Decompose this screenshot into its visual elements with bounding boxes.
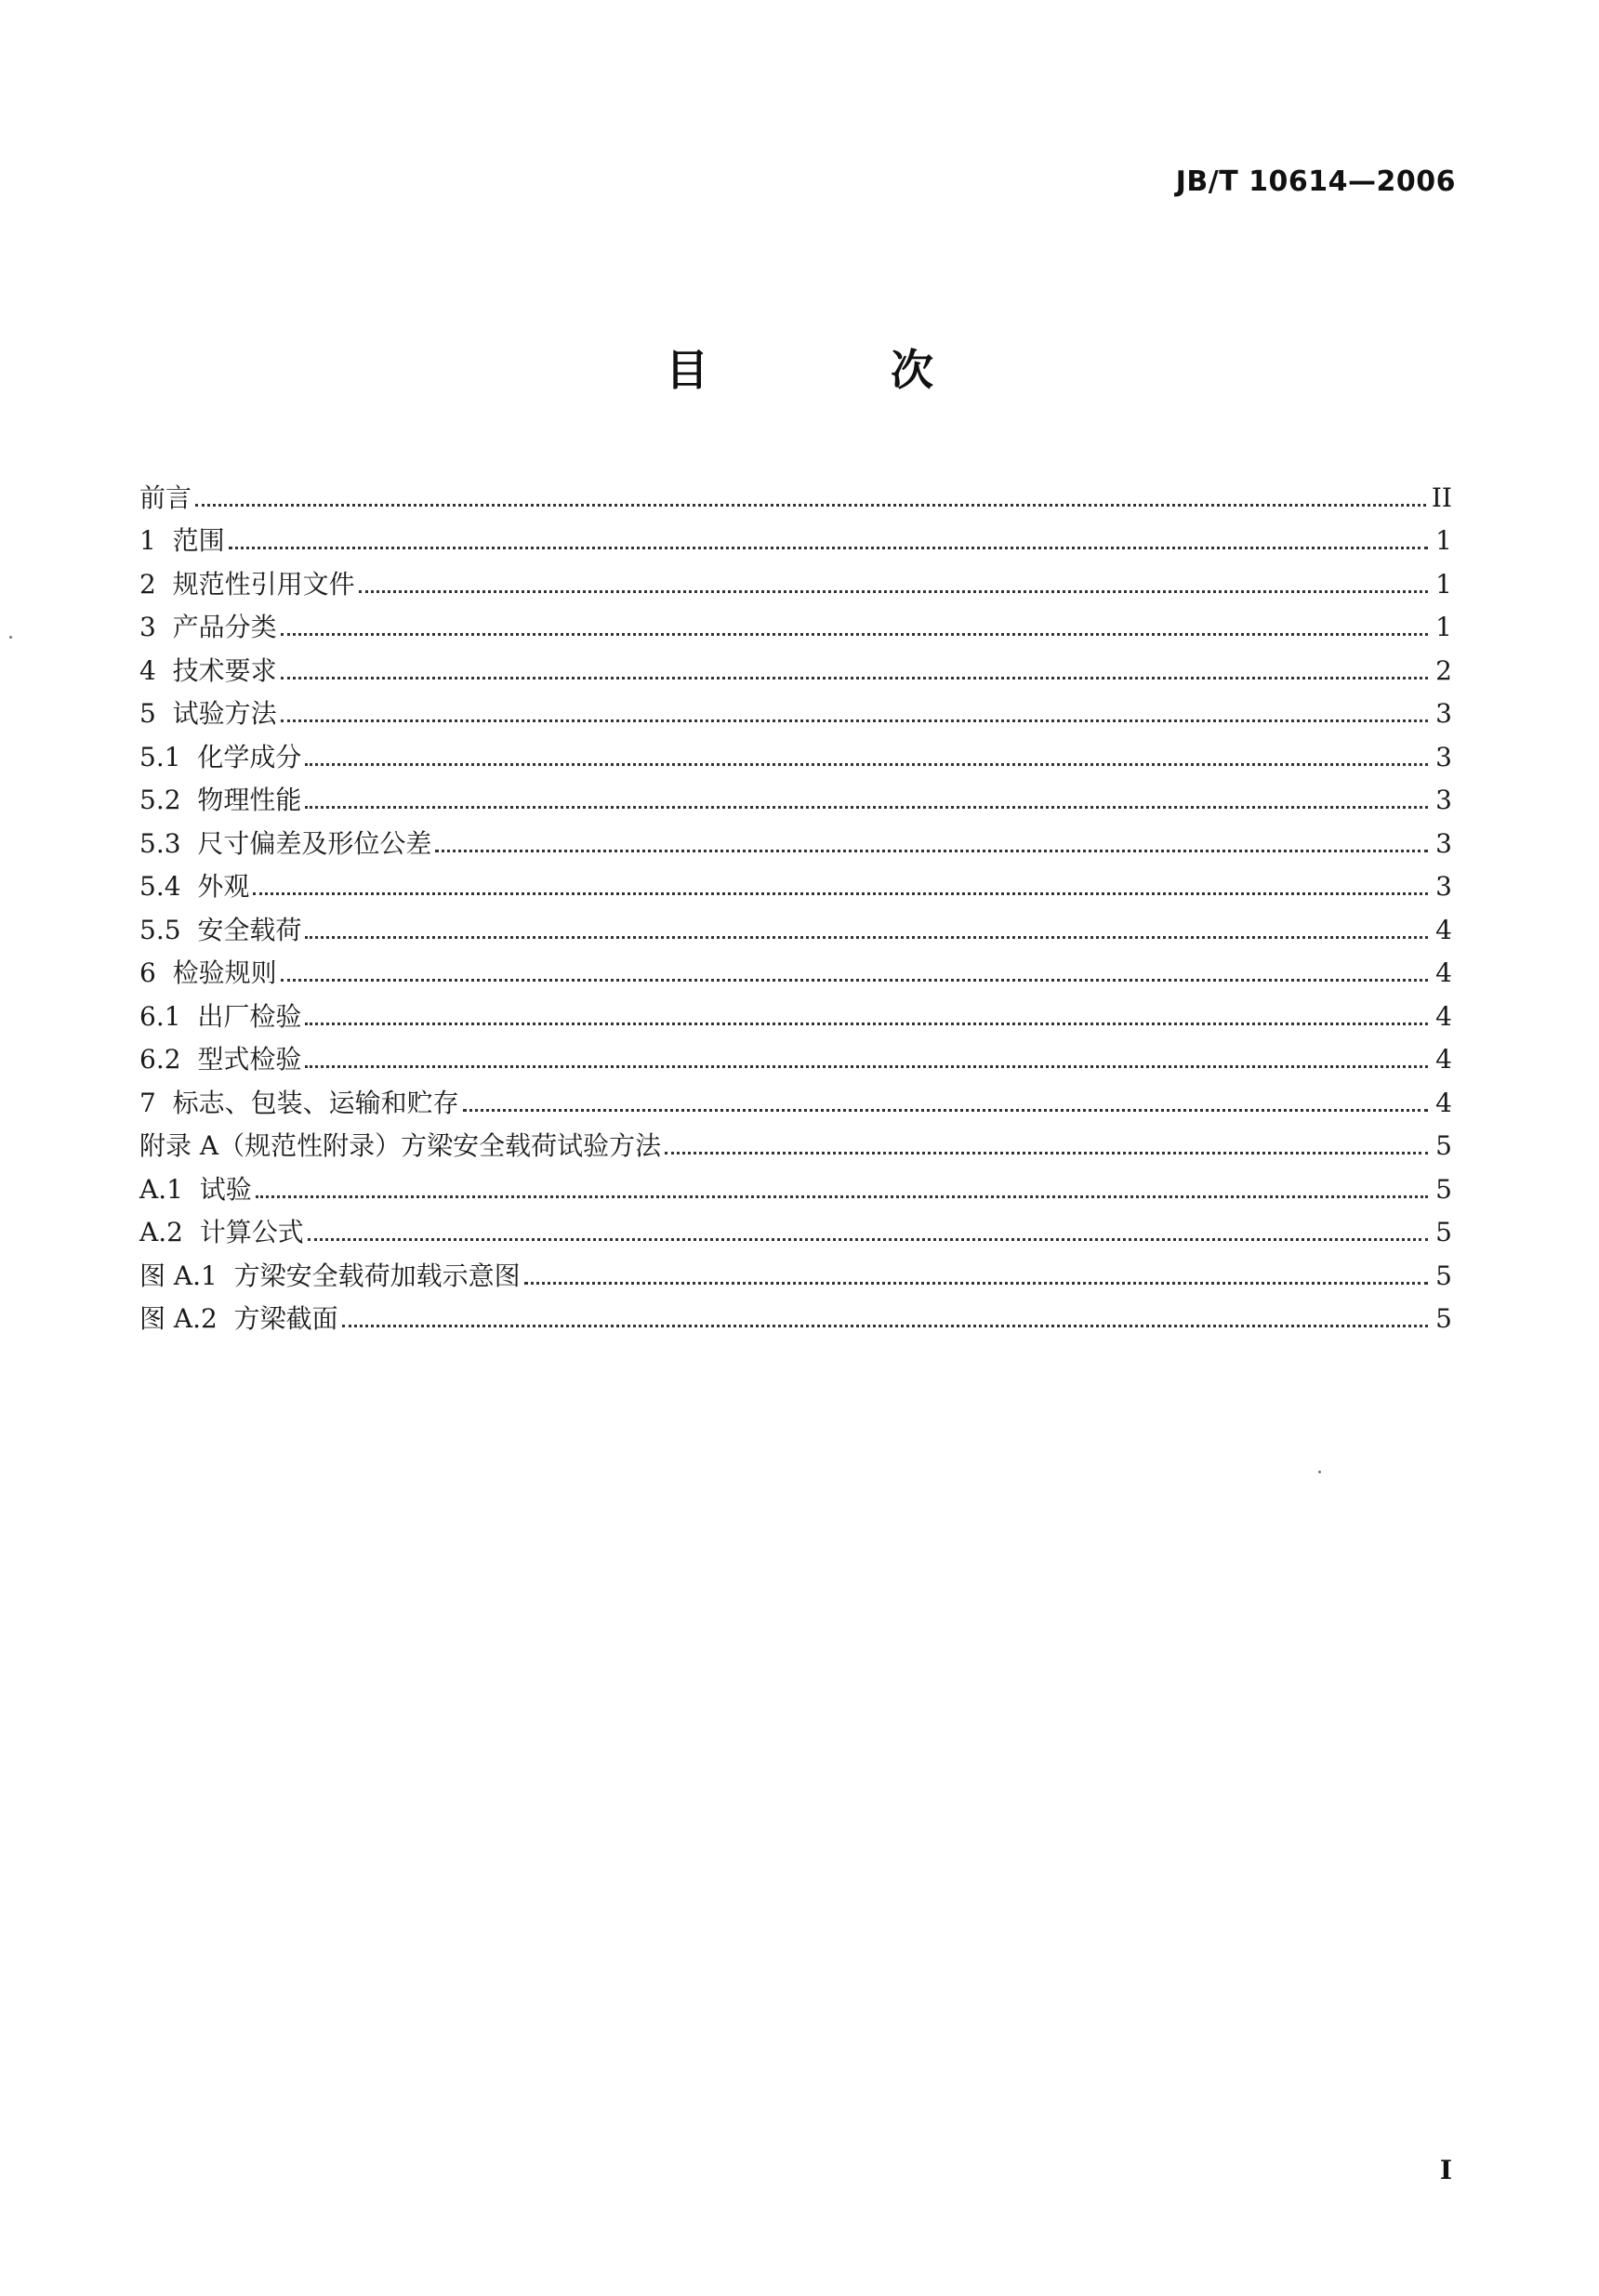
toc-entry[interactable]	[139, 815, 1452, 859]
toc-entry[interactable]	[139, 513, 1452, 557]
toc-entry-page: 3	[1435, 741, 1452, 772]
toc-entry[interactable]	[139, 772, 1452, 816]
toc-dot-leader	[435, 850, 1428, 852]
toc-dot-leader	[463, 1109, 1428, 1112]
toc-entry-label: 附录 A（规范性附录）方梁安全载荷试验方法	[139, 1130, 662, 1161]
toc-entry-label: 5.5 安全载荷	[139, 914, 302, 945]
toc-entry-page: 2	[1435, 654, 1452, 686]
toc-entry-page: 4	[1435, 1000, 1452, 1032]
toc-dot-leader	[305, 806, 1428, 809]
toc-entry-label: 6.2 型式检验	[139, 1044, 302, 1075]
toc-dot-leader	[305, 1023, 1428, 1025]
toc-entry-label: 6.1 出厂检验	[139, 1000, 302, 1032]
page-number: I	[1439, 2155, 1452, 2185]
toc-entry[interactable]	[139, 1247, 1452, 1291]
toc-entry-page: 4	[1435, 1044, 1452, 1075]
toc-entry-page: 3	[1435, 827, 1452, 859]
toc-entry[interactable]	[139, 469, 1452, 513]
toc-entry-label: 5.4 外观	[139, 871, 250, 902]
toc-dot-leader	[281, 979, 1428, 982]
toc-entry[interactable]	[139, 1291, 1452, 1335]
toc-dot-leader	[305, 763, 1428, 766]
toc-entry-label: 4 技术要求	[139, 654, 277, 686]
toc-entry-page: 1	[1435, 568, 1452, 600]
toc-entry[interactable]	[139, 600, 1452, 643]
toc-entry-page: 1	[1435, 525, 1452, 556]
toc-dot-leader	[359, 590, 1428, 593]
toc-dot-leader	[281, 677, 1428, 680]
toc-entry-page: II	[1431, 482, 1452, 513]
toc-dot-leader	[229, 547, 1428, 549]
toc-entry[interactable]	[139, 1205, 1452, 1248]
toc-entry-page: 3	[1435, 785, 1452, 815]
toc-entry-page: 5	[1435, 1130, 1452, 1161]
toc-entry-label: 5.3 尺寸偏差及形位公差	[139, 827, 432, 859]
scan-speck	[9, 636, 12, 639]
toc-entry-label: A.1 试验	[139, 1173, 252, 1205]
toc-entry-label: 5.2 物理性能	[139, 785, 302, 815]
toc-dot-leader	[281, 719, 1428, 722]
toc-entry-page: 4	[1435, 914, 1452, 945]
document-number: JB/T 10614—2006	[1175, 165, 1456, 198]
toc-dot-leader	[256, 1195, 1428, 1198]
toc-entry[interactable]	[139, 556, 1452, 600]
page-title: 目 次	[665, 345, 1017, 395]
toc-entry-label: 2 规范性引用文件	[139, 568, 355, 600]
toc-entry[interactable]	[139, 1161, 1452, 1205]
toc-entry[interactable]	[139, 729, 1452, 772]
toc-entry[interactable]	[139, 1118, 1452, 1162]
toc-entry-page: 5	[1435, 1260, 1452, 1291]
scan-speck	[1318, 1471, 1321, 1473]
toc-entry[interactable]	[139, 642, 1452, 686]
toc-entry[interactable]	[139, 686, 1452, 730]
toc-entry-label: 5 试验方法	[139, 698, 277, 729]
table-of-contents	[139, 469, 1452, 1334]
toc-dot-leader	[308, 1238, 1428, 1241]
toc-entry-label: 1 范围	[139, 525, 225, 556]
toc-entry-page: 4	[1435, 957, 1452, 988]
toc-entry[interactable]	[139, 902, 1452, 945]
toc-entry-label: A.2 计算公式	[139, 1217, 304, 1247]
toc-entry-label: 图 A.2 方梁截面	[139, 1303, 338, 1334]
toc-dot-leader	[195, 504, 1426, 507]
toc-entry[interactable]	[139, 988, 1452, 1032]
toc-dot-leader	[305, 936, 1428, 939]
toc-entry[interactable]	[139, 945, 1452, 989]
toc-entry-label: 5.1 化学成分	[139, 741, 302, 772]
toc-dot-leader	[342, 1325, 1428, 1327]
toc-entry-page: 5	[1435, 1173, 1452, 1205]
toc-entry-page: 4	[1435, 1087, 1452, 1118]
toc-entry-label: 6 检验规则	[139, 957, 277, 988]
toc-entry[interactable]	[139, 1032, 1452, 1075]
toc-entry[interactable]	[139, 859, 1452, 903]
toc-dot-leader	[665, 1152, 1428, 1155]
toc-entry-label: 前言	[139, 482, 192, 513]
toc-entry-label: 3 产品分类	[139, 612, 277, 642]
toc-dot-leader	[305, 1065, 1428, 1068]
toc-dot-leader	[281, 633, 1428, 636]
toc-entry-page: 3	[1435, 698, 1452, 729]
toc-entry-label: 7 标志、包装、运输和贮存	[139, 1087, 459, 1118]
toc-entry-label: 图 A.1 方梁安全载荷加载示意图	[139, 1260, 521, 1291]
toc-entry-page: 3	[1435, 871, 1452, 902]
toc-entry[interactable]	[139, 1075, 1452, 1118]
toc-dot-leader	[253, 892, 1428, 895]
toc-dot-leader	[524, 1282, 1428, 1285]
toc-entry-page: 5	[1435, 1217, 1452, 1247]
toc-entry-page: 5	[1435, 1303, 1452, 1334]
toc-entry-page: 1	[1435, 612, 1452, 642]
